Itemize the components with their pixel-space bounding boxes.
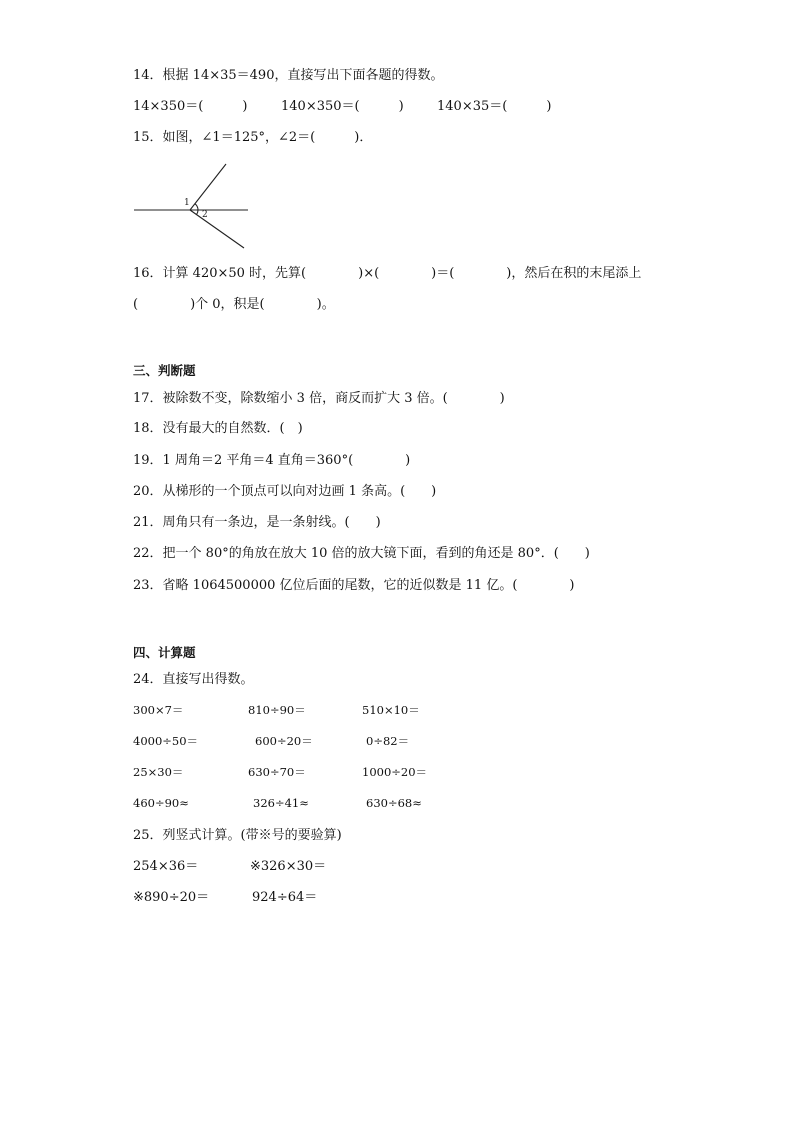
q16-line-1: 16．计算 420×50 时，先算( )×( )＝( )，然后在积的末尾添上 xyxy=(133,266,642,281)
q25-r2-c1: ※890÷20＝ xyxy=(133,890,210,905)
angle-2-label: 2 xyxy=(202,210,208,220)
q17: 17．被除数不变，除数缩小 3 倍，商反而扩大 3 倍。( ) xyxy=(133,391,505,406)
section-3-heading: 三、判断题 xyxy=(133,363,196,378)
q24-title: 24．直接写出得数。 xyxy=(133,672,254,687)
section-4-heading: 四、计算题 xyxy=(133,645,196,660)
q24-r1-c3: 510×10＝ xyxy=(362,703,420,717)
lower-ray xyxy=(190,210,244,248)
q20: 20．从梯形的一个顶点可以向对边画 1 条高。( ) xyxy=(133,484,437,499)
q24-r3-c1: 25×30＝ xyxy=(133,765,184,779)
q22: 22．把一个 80°的角放在放大 10 倍的放大镜下面，看到的角还是 80°．( ) xyxy=(133,546,590,561)
q24-r2-c1: 4000÷50＝ xyxy=(133,734,199,748)
angle-1-arc xyxy=(195,204,198,210)
q24-r4-c2: 326÷41≈ xyxy=(253,796,309,810)
q14-item-2: 140×350＝( ) xyxy=(281,99,404,114)
angle-2-arc xyxy=(197,210,199,215)
q24-r2-c2: 600÷20＝ xyxy=(255,734,313,748)
angle-1-label: 1 xyxy=(184,198,190,208)
q24-r2-c3: 0÷82＝ xyxy=(366,734,410,748)
q24-r3-c3: 1000÷20＝ xyxy=(362,765,428,779)
upper-ray xyxy=(190,164,226,210)
q16-line-2: ( )个 0，积是( )。 xyxy=(133,297,335,312)
q23: 23．省略 1064500000 亿位后面的尾数，它的近似数是 11 亿。( ) xyxy=(133,578,575,593)
q15-title: 15．如图，∠1＝125°，∠2＝( )． xyxy=(133,130,373,145)
angle-figure xyxy=(130,160,260,252)
q25-r1-c1: 254×36＝ xyxy=(133,859,199,874)
q19: 19．1 周角＝2 平角＝4 直角＝360°( ) xyxy=(133,453,411,468)
q24-r3-c2: 630÷70＝ xyxy=(248,765,306,779)
q14-title: 14．根据 14×35＝490，直接写出下面各题的得数。 xyxy=(133,68,444,83)
q25-r2-c2: 924÷64＝ xyxy=(252,890,318,905)
q24-r4-c1: 460÷90≈ xyxy=(133,796,189,810)
q24-r1-c2: 810÷90＝ xyxy=(248,703,306,717)
q24-r4-c3: 630÷68≈ xyxy=(366,796,422,810)
q24-r1-c1: 300×7＝ xyxy=(133,703,184,717)
q14-item-1: 14×350＝( ) xyxy=(133,99,248,114)
q25-title: 25．列竖式计算。(带※号的要验算) xyxy=(133,828,342,843)
q25-r1-c2: ※326×30＝ xyxy=(250,859,327,874)
q21: 21．周角只有一条边，是一条射线。( ) xyxy=(133,515,381,530)
q18: 18．没有最大的自然数．( ) xyxy=(133,421,303,436)
q14-item-3: 140×35＝( ) xyxy=(437,99,552,114)
